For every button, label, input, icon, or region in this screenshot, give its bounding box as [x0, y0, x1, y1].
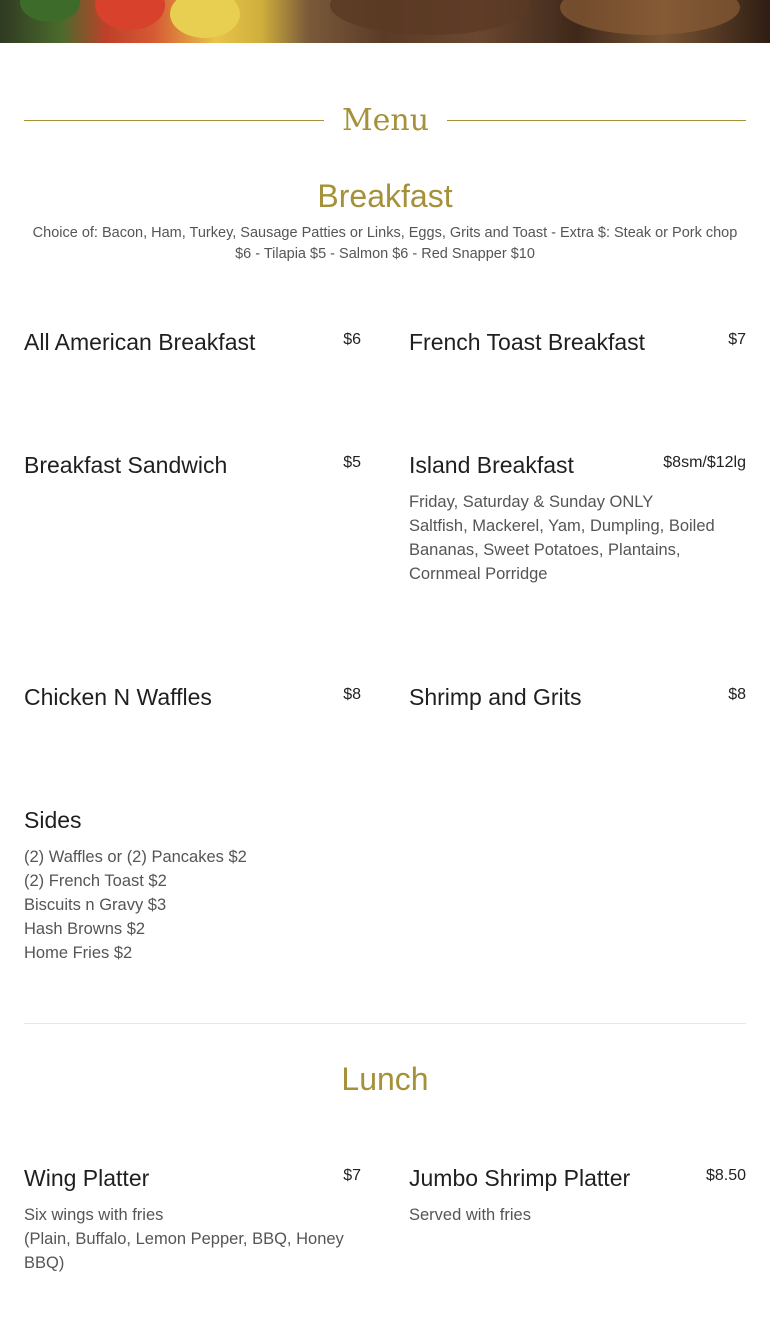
item-price: $8.50: [705, 1167, 746, 1184]
item-description-line: Friday, Saturday & Sunday ONLY: [409, 493, 654, 511]
item-description-line: Served with fries: [409, 1206, 531, 1224]
item-price: $8: [343, 686, 361, 703]
item-description: [409, 1203, 746, 1227]
menu-item-sides: [24, 805, 361, 965]
item-price: $5: [343, 454, 361, 471]
item-price: $8sm/$12lg: [663, 454, 746, 471]
lunch-title: Lunch: [341, 1061, 429, 1097]
item-name: Jumbo Shrimp Platter: [409, 1165, 631, 1191]
item-description: [409, 490, 746, 586]
breakfast-title: Breakfast: [317, 178, 453, 214]
item-name: Sides: [24, 807, 82, 833]
side-line: Biscuits n Gravy $3: [24, 896, 167, 914]
item-name: All American Breakfast: [24, 329, 256, 355]
menu-item-shrimp-and-grits: [409, 682, 746, 712]
item-name: Island Breakfast: [409, 452, 574, 478]
item-name: Shrimp and Grits: [409, 684, 582, 710]
sides-list: [24, 845, 361, 965]
item-description: [24, 1203, 361, 1275]
hero-meat-shape-2: [560, 0, 740, 35]
menu-heading-row: [24, 100, 746, 142]
item-description-line: Six wings with fries: [24, 1206, 164, 1224]
hero-cheese-shape: [170, 0, 240, 38]
menu-item-breakfast-sandwich: [24, 450, 361, 480]
menu-item-wing-platter: [24, 1163, 361, 1275]
item-price: $6: [343, 331, 361, 348]
item-name: Breakfast Sandwich: [24, 452, 228, 478]
menu-item-island-breakfast: [409, 450, 746, 586]
menu-item-chicken-n-waffles: [24, 682, 361, 712]
item-price: $7: [343, 1167, 361, 1184]
menu-item-french-toast-breakfast: [409, 327, 746, 357]
item-name: Wing Platter: [24, 1165, 150, 1191]
hero-meat-shape: [330, 0, 530, 35]
item-name: French Toast Breakfast: [409, 329, 646, 355]
section-divider: [24, 1023, 746, 1024]
heading-rule-left: [24, 120, 324, 121]
side-line: (2) Waffles or (2) Pancakes $2: [24, 848, 247, 866]
hero-food-image: [0, 0, 770, 43]
menu-item-jumbo-shrimp-platter: [409, 1163, 746, 1227]
menu-item-all-american-breakfast: [24, 327, 361, 357]
hero-greens-shape: [20, 0, 80, 22]
item-description-line: Saltfish, Mackerel, Yam, Dumpling, Boiled Bananas, Sweet Potatoes, Plantains, Cornmeal Porridge: [409, 517, 715, 583]
side-line: (2) French Toast $2: [24, 872, 167, 890]
item-description-line: (Plain, Buffalo, Lemon Pepper, BBQ, Honey BBQ): [24, 1230, 344, 1272]
item-price: $8: [728, 686, 746, 703]
item-price: $7: [728, 331, 746, 348]
hero-tomato-shape: [95, 0, 165, 30]
item-name: Chicken N Waffles: [24, 684, 212, 710]
side-line: Hash Browns $2: [24, 920, 146, 938]
heading-rule-right: [447, 120, 746, 121]
side-line: Home Fries $2: [24, 944, 133, 962]
menu-heading: Menu: [341, 103, 430, 138]
breakfast-description: Choice of: Bacon, Ham, Turkey, Sausage Patties or Links, Eggs, Grits and Toast - Extra $: Steak or Pork chop $6 - Tilapia $5 - Salmon $6 - Red Snapper $10: [32, 225, 738, 262]
